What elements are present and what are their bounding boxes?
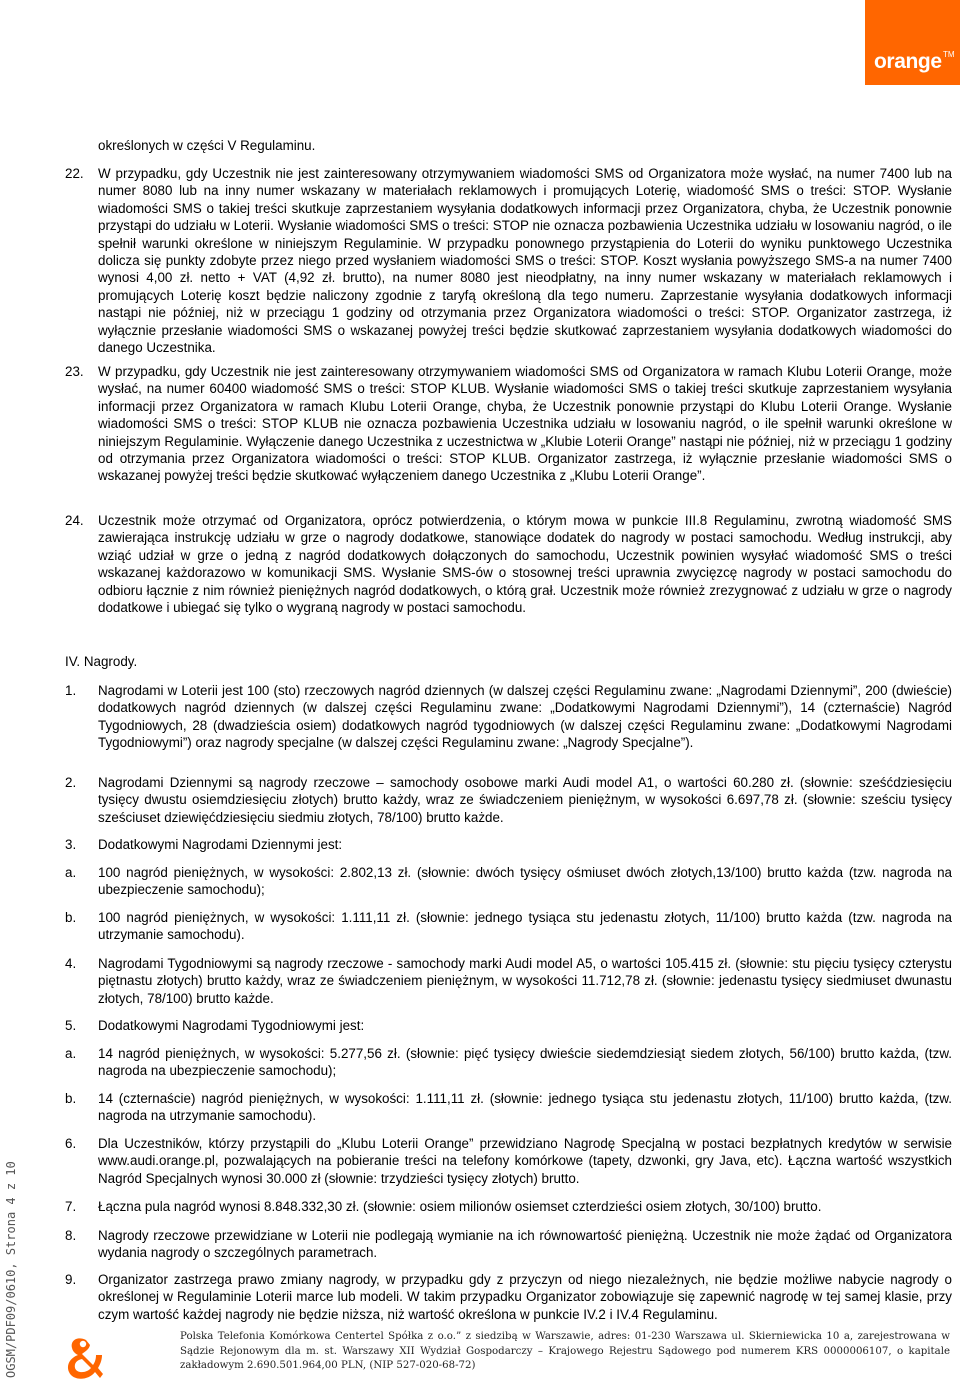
prize-item-9: Organizator zastrzega prawo zmiany nagrody, w przypadku gdy z przyczyn od niego niezależnych, nie będzie możliwe nabycie nagrody o określonej w Regulaminie Loterii marce lub modeli. W takim przypadku Organizator zobowiązuje się zapewnić nagrodę w tej samej klasie, przy czym wartość każdej nagrody nie będzie niższa, niż wartość określona w punkcie IV.2 i IV.4 Regulaminu.: [98, 1272, 952, 1322]
item-letter: a.: [65, 865, 77, 880]
item-number: 22.: [65, 166, 84, 181]
item-number: 4.: [65, 956, 77, 971]
ampersand-logo-icon: [62, 1332, 104, 1384]
prize-item-3: Dodatkowymi Nagrodami Dziennymi jest:: [98, 837, 343, 852]
intro-line: określonych w części V Regulaminu.: [98, 138, 316, 153]
paragraph-23: W przypadku, gdy Uczestnik nie jest zainteresowany otrzymywaniem wiadomości SMS od Organizatora w ramach Klubu Loterii Orange, może wysłać, na numer 60400 wiadomość SMS o treści: STOP KLUB. Wysłanie wiadomości SMS o takiej treści skutkuje zaprzestaniem wysyłania informacji przez Organizatora w ramach Klubu Loterii Orange, chyba, że Uczestnik ponownie przystąpi do Klubu Loterii Orange. Wysłanie wiadomości SMS o treści: STOP KLUB nie oznacza pozbawienia Uczestnika udziału w losowaniu nagród, o ile spełnił warunki określone w niniejszym Regulaminie. Wyłączenie danego Uczestnika z uczestnictwa w „Klubie Loterii Orange” nastąpi nie później, niż w przeciągu 1 godziny od otrzymania przez Organizatora wiadomości o treści: STOP KLUB. Organizator zastrzega, iż wyłącznie przesłanie wiadomości SMS o wskazanej powyżej treści będzie skutkować wyłączeniem danego Uczestnika z „Klubu Loterii Orange”.: [98, 364, 952, 484]
item-number: 9.: [65, 1272, 77, 1287]
prize-item-5: Dodatkowymi Nagrodami Tygodniowymi jest:: [98, 1018, 365, 1033]
prize-item-3a: 100 nagród pieniężnych, w wysokości: 2.802,13 zł. (słownie: dwóch tysięcy ośmiuset dwóch złotych,13/100) brutto każda (tzw. nagroda na ubezpieczenie samochodu);: [98, 865, 952, 898]
item-number: 6.: [65, 1136, 77, 1151]
prize-item-3b: 100 nagród pieniężnych, w wysokości: 1.111,11 zł. (słownie: jednego tysiąca stu jedenastu złotych, 11/100) brutto każda (tzw. nagroda na utrzymanie samochodu).: [98, 910, 952, 943]
logo-text: orange: [874, 50, 942, 73]
prize-item-6: Dla Uczestników, którzy przystąpili do „Klubu Loterii Orange” przewidziano Nagrodę Specjalną w postaci bezpłatnych kredytów w serwisie www.audi.orange.pl, pozwalających na pobieranie treści na telefony komórkowe (tapety, dzwonki, gry Java, etc). Łączna wartość wszystkich Nagród Specjalnych wynosi 30.000 zł (słownie: trzydzieści tysięcy złotych) brutto.: [98, 1136, 952, 1186]
paragraph-22: W przypadku, gdy Uczestnik nie jest zainteresowany otrzymywaniem wiadomości SMS od Organizatora może wysłać, na numer 7400 lub na numer 8080 lub na inny numer wskazany w materiałach reklamowych i promujących Loterię, wiadomość SMS o treści: STOP. Wysłanie wiadomości SMS o takiej treści skutkuje zaprzestaniem wysyłania dodatkowych informacji przez Organizatora, chyba, że Uczestnik ponownie przystąpi do udziału w Loterii. Wysłanie wiadomości SMS o treści: STOP nie oznacza pozbawienia Uczestnika udziału w losowaniu nagród, o ile spełnił warunki określone w niniejszym Regulaminie. W przypadku ponownego przystąpienia do Loterii do wyniku punktowego Uczestnika dolicza się punkty zdobyte przez niego przed wysłaniem wiadomości SMS o treści: STOP. Koszt wysłania powyższego SMS-a na numer 7400 wynosi 4,00 zł. netto + VAT (4,92 zł. brutto), na numer 8080 jest nieodpłatny, na inny numer wskazany w materiałach reklamowych i promujących Loterię koszt będzie naliczony zgodnie z taryfą określoną dla tego numeru. Zaprzestanie wysyłania dodatkowych informacji nastąpi nie później, niż w przeciągu 1 godziny od otrzymania przez Organizatora wiadomości o treści: STOP. Organizator zastrzega, iż wyłącznie przesłanie wiadomości SMS o wskazanej powyżej treści będzie skutkować zaprzestaniem wysyłania dodatkowych wiadomości do danego Uczestnika.: [98, 166, 952, 356]
prize-item-4: Nagrodami Tygodniowymi są nagrody rzeczowe - samochody marki Audi model A5, o wartości 105.415 zł. (słownie: stu pięciu tysięcy czterystu piętnastu złotych) brutto każdy, wraz ze świadczeniem pieniężnym, w wysokości 11.712,78 zł. (słownie: jedenastu tysięcy siedmiuset dwunastu złotych, 78/100) brutto każde.: [98, 956, 952, 1006]
company-footer: Polska Telefonia Komórkowa Centertel Spółka z o.o.” z siedzibą w Warszawie, adres: 01-230 Warszawa ul. Skierniewicka 10 a, zarejestrowana w Sądzie Rejonowym dla m. st. Warszawy XII Wydział Gospodarczy – Krajowego Rejestru Sądowego pod numerem KRS 0000006107, o kapitale zakładowym 2.690.501.964,00 PLN, (NIP 527-020-68-72): [180, 1331, 950, 1372]
item-number: 8.: [65, 1228, 77, 1243]
page-reference: OGSM/PDF09/0610, Strona 4 z 10: [4, 1161, 18, 1378]
item-letter: b.: [65, 910, 77, 925]
item-number: 7.: [65, 1199, 77, 1214]
item-number: 5.: [65, 1018, 77, 1033]
section-title: IV. Nagrody.: [65, 654, 138, 669]
prize-item-8: Nagrody rzeczowe przewidziane w Loterii nie podlegają wymianie na ich równowartość pieniężną. Uczestnik nie może żądać od Organizatora wydania nagrody o szczególnych parametrach.: [98, 1228, 952, 1261]
item-number: 2.: [65, 775, 77, 790]
orange-logo: [865, 0, 960, 85]
prize-item-2: Nagrodami Dziennymi są nagrody rzeczowe – samochody osobowe marki Audi model A1, o wartości 60.280 zł. (słownie: sześćdziesięciu tysięcy dwustu osiemdziesięciu złotych) brutto każdy, wraz ze świadczeniem pieniężnym, w wysokości 6.697,78 zł. (słownie: sześciu tysięcy sześciuset dziewięćdziesięciu siedmiu złotych, 78/100) brutto każde.: [98, 775, 952, 825]
item-number: 24.: [65, 513, 84, 528]
item-number: 1.: [65, 683, 77, 698]
prize-item-5a: 14 nagród pieniężnych, w wysokości: 5.277,56 zł. (słownie: pięć tysięcy dwieście siedemdziesiąt siedem złotych, 56/100) brutto każda, (tzw. nagroda na ubezpieczenie samochodu);: [98, 1046, 952, 1079]
item-letter: b.: [65, 1091, 77, 1106]
item-number: 23.: [65, 364, 84, 379]
prize-item-5b: 14 (czternaście) nagród pieniężnych, w wysokości: 1.111,11 zł. (słownie: jednego tysiąca stu jedenastu złotych, 11/100) brutto każda, (tzw. nagroda na utrzymanie samochodu).: [98, 1091, 952, 1124]
item-number: 3.: [65, 837, 77, 852]
logo-tm: TM: [943, 50, 955, 59]
paragraph-24: Uczestnik może otrzymać od Organizatora, oprócz potwierdzenia, o którym mowa w punkcie III.8 Regulaminu, zwrotną wiadomość SMS zawierająca instrukcję udziału w grze o nagrody dodatkowe, stanowiące dodatek do nagrody w postaci samochodu. Według instrukcji, aby wziąć udział w grze o jedną z nagród dodatkowych dołączonych do samochodu, Uczestnik powinien wysyłać wiadomość SMS o treści wskazanej każdorazowo w komunikacji SMS. Wysłanie SMS-ów o stosownej treści uprawnia zwycięzcę nagrody w postaci samochodu do odbioru łącznie z nim również pieniężnych nagród dodatkowych, o którą grał. Uczestnik może również zrezygnować z udziału w grze o nagrody dodatkowe i ubiegać się tylko o wygraną nagrody w postaci samochodu.: [98, 513, 952, 616]
prize-item-7: Łączna pula nagród wynosi 8.848.332,30 zł. (słownie: osiem milionów osiemset czterdzieści osiem złotych, 30/100) brutto.: [98, 1199, 822, 1214]
item-letter: a.: [65, 1046, 77, 1061]
prize-item-1: Nagrodami w Loterii jest 100 (sto) rzeczowych nagród dziennych (w dalszej części Regulaminu zwane: „Nagrodami Dziennymi”, 200 (dwieście) dodatkowych nagród dziennych (w dalszej części Regulaminu zwane: „Dodatkowymi Nagrodami Dziennymi”), 14 (czternaście) Nagród Tygodniowych, 28 (dwadzieścia osiem) dodatkowych nagród tygodniowych (w dalszej części Regulaminu zwane: „Dodatkowymi Nagrodami Tygodniowymi”) oraz nagrody specjalne (w dalszej części Regulaminu zwane: „Nagrody Specjalne”).: [98, 683, 952, 751]
